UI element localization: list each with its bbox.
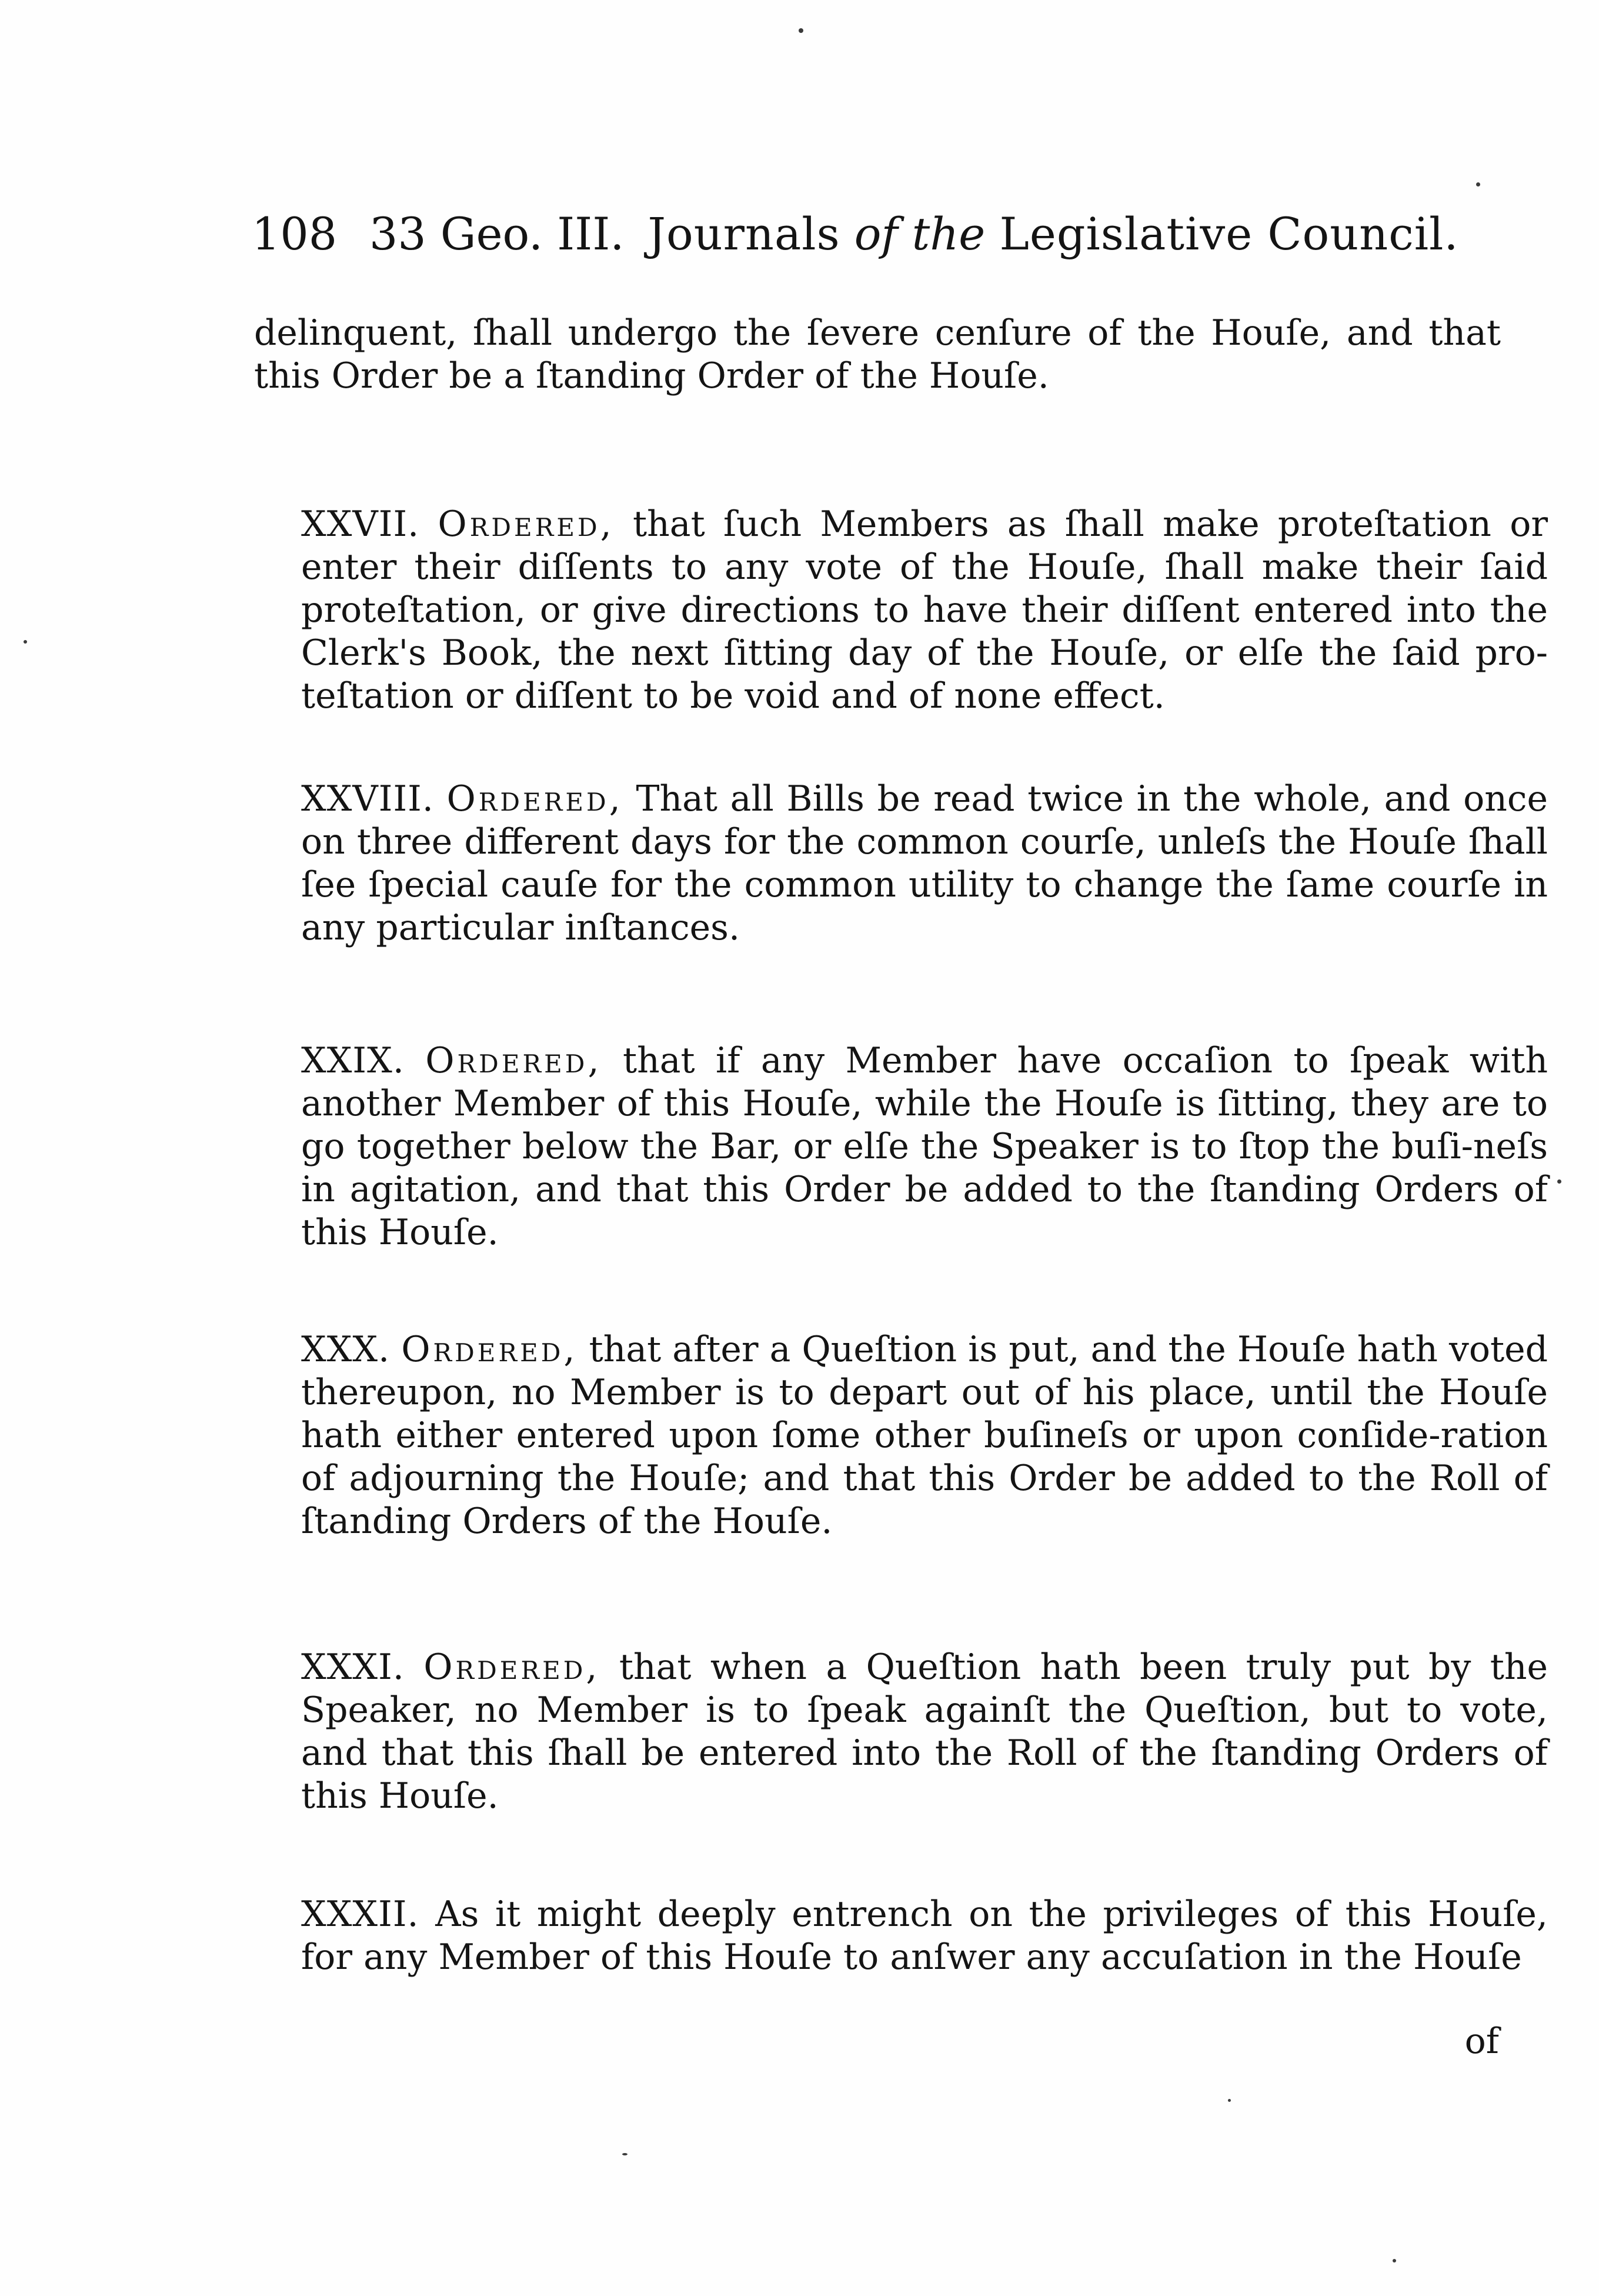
paragraph-numeral: XXVIII. xyxy=(301,778,434,819)
paragraph-text: that when a Queſtion hath been truly put by the Speaker, no Member is to ſpeak againſt the Queſtion, but to vote, and that this ſhall be entered into the Roll of the ſtanding Orders of this Houſe. xyxy=(301,1647,1548,1817)
running-header xyxy=(252,199,1487,269)
paragraph-xxix xyxy=(254,1039,1548,1254)
page-number: 108 xyxy=(252,208,338,260)
paragraph-xxvii xyxy=(254,503,1548,718)
catchword: of xyxy=(1464,2021,1499,2062)
ordered-word: Ordered, xyxy=(438,504,615,545)
paragraph-text: that after a Queſtion is put, and the Houſe hath voted thereupon, no Member is to depart out of his place, until the Houſe hath either entered upon ſome other buſineſs or upon conſide-ration of adjourning the Houſe; and that this Order be added to the Roll of ſtanding Orders of the Houſe. xyxy=(301,1329,1548,1542)
scan-speck xyxy=(622,2153,627,2155)
scan-speck xyxy=(24,640,27,644)
paragraph-continuation xyxy=(254,312,1501,398)
paragraph-xxxii xyxy=(254,1893,1548,1979)
header-title: Legislative Council. xyxy=(999,208,1459,260)
regnal-year: 33 Geo. III. xyxy=(369,208,625,260)
paragraph-xxx xyxy=(254,1328,1548,1543)
paragraph-text: delinquent, ſhall undergo the ſevere cenſure of the Houſe, and that this Order be a ſtanding Order of the Houſe. xyxy=(254,312,1501,396)
scan-speck xyxy=(1393,2259,1396,2262)
paragraph-numeral: XXX. xyxy=(301,1329,390,1370)
paragraph-text: That all Bills be read twice in the whole, and once on three different days for the common courſe, unleſs the Houſe ſhall ſee ſpecial cauſe for the common utility to change the ſame courſe in any particular inſtances. xyxy=(301,778,1548,948)
paragraph-numeral: XXXII. xyxy=(301,1894,419,1935)
scan-speck xyxy=(1228,2099,1231,2102)
paragraph-numeral: XXXI. xyxy=(301,1647,405,1688)
paragraph-numeral: XXIX. xyxy=(301,1040,405,1081)
ordered-word: Ordered, xyxy=(425,1040,602,1081)
paragraph-text: As it might deeply entrench on the privileges of this Houſe, for any Member of this Houſe to anſwer any accuſation in the Houſe xyxy=(301,1894,1548,1978)
paragraph-text: that ſuch Members as ſhall make proteſtation or enter their diſſents to any vote of the Houſe, ſhall make their ſaid proteſtation, or give directions to have their diſſent entered into the Clerk's Book, the next ſitting day of the Houſe, or elſe the ſaid pro-teſtation or diſſent to be void and of none effect. xyxy=(301,504,1548,717)
ordered-word: Ordered, xyxy=(401,1329,578,1370)
scan-speck xyxy=(1557,1179,1561,1184)
ordered-word: Ordered, xyxy=(446,778,623,819)
scan-speck xyxy=(799,28,803,33)
paragraph-text: that if any Member have occaſion to ſpeak with another Member of this Houſe, while the Houſe is ſitting, they are to go together below the Bar, or elſe the Speaker is to ſtop the buſi-neſs in agitation, and that this Order be added to the ſtanding Orders of this Houſe. xyxy=(301,1040,1548,1253)
paragraph-xxviii xyxy=(254,778,1548,949)
paragraph-xxxi xyxy=(254,1646,1548,1818)
header-journals: Journals xyxy=(647,208,840,260)
paragraph-numeral: XXVII. xyxy=(301,504,420,545)
header-of-the: of the xyxy=(854,208,986,260)
scan-speck xyxy=(1476,182,1480,186)
ordered-word: Ordered, xyxy=(423,1647,600,1688)
